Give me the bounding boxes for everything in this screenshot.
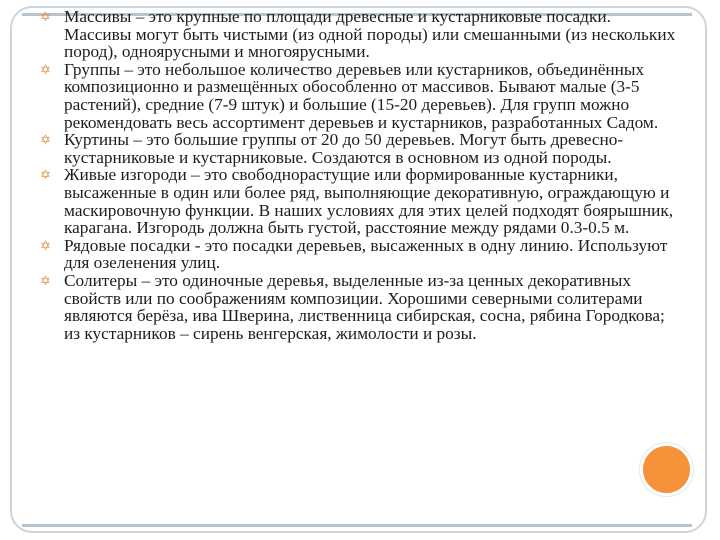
accent-circle-decoration: [640, 443, 693, 496]
list-item: [40, 272, 680, 342]
list-item-text: Группы – это небольшое количество деревьев или кустарников, объединённых композиционно и размещённых обособленно от массивов. Бывают малые (3-5 растений), средние (7-9 штук) и большие (15-20 деревьев). Для групп можно рекомендовать весь ассортимент деревьев и кустарников, разработанных Садом.: [64, 59, 659, 132]
list-item-text: Массивы – это крупные по площади древесные и кустарниковые посадки. Массивы могут быть чистыми (из одной породы) или смешанными (из нескольких пород), одноярусными и многоярусными.: [64, 7, 676, 62]
bullet-icon: ✡: [40, 62, 51, 78]
list-item: [40, 8, 680, 61]
bullet-icon: ✡: [40, 133, 51, 149]
list-item: [40, 237, 680, 272]
list-item-text: Живые изгороди – это свободнорастущие или формированные кустарники, высаженные в один или более ряд, выполняющие декоративную, ограждающую и маскировочную функции. В наших условиях для этих целей подходят боярышник, карагана. Изгородь должна быть густой, расстояние между рядами 0.3-0.5 м.: [64, 165, 674, 238]
slide-content: [40, 8, 680, 342]
bottom-rail: [22, 524, 692, 527]
list-item: [40, 131, 680, 166]
bullet-list: [40, 8, 680, 342]
bullet-icon: ✡: [40, 10, 51, 25]
bullet-icon: ✡: [40, 238, 51, 254]
list-item: [40, 166, 680, 236]
bullet-icon: ✡: [40, 168, 51, 184]
list-item-text: Солитеры – это одиночные деревья, выделенные из-за ценных декоративных свойств или по соображениям композиции. Хорошими северными солитерами являются берёза, ива Шверина, лиственница сибирская, сосна, рябина Городкова; из кустарников – сирень венгерская, жимолости и розы.: [64, 270, 665, 343]
list-item-text: Куртины – это большие группы от 20 до 50 деревьев. Могут быть древесно-кустарниковые и кустарниковые. Создаются в основном из одной породы.: [64, 130, 624, 167]
list-item-text: Рядовые посадки - это посадки деревьев, высаженных в одну линию. Используют для озеленения улиц.: [64, 235, 668, 273]
bullet-icon: ✡: [40, 273, 51, 289]
list-item: [40, 61, 680, 131]
